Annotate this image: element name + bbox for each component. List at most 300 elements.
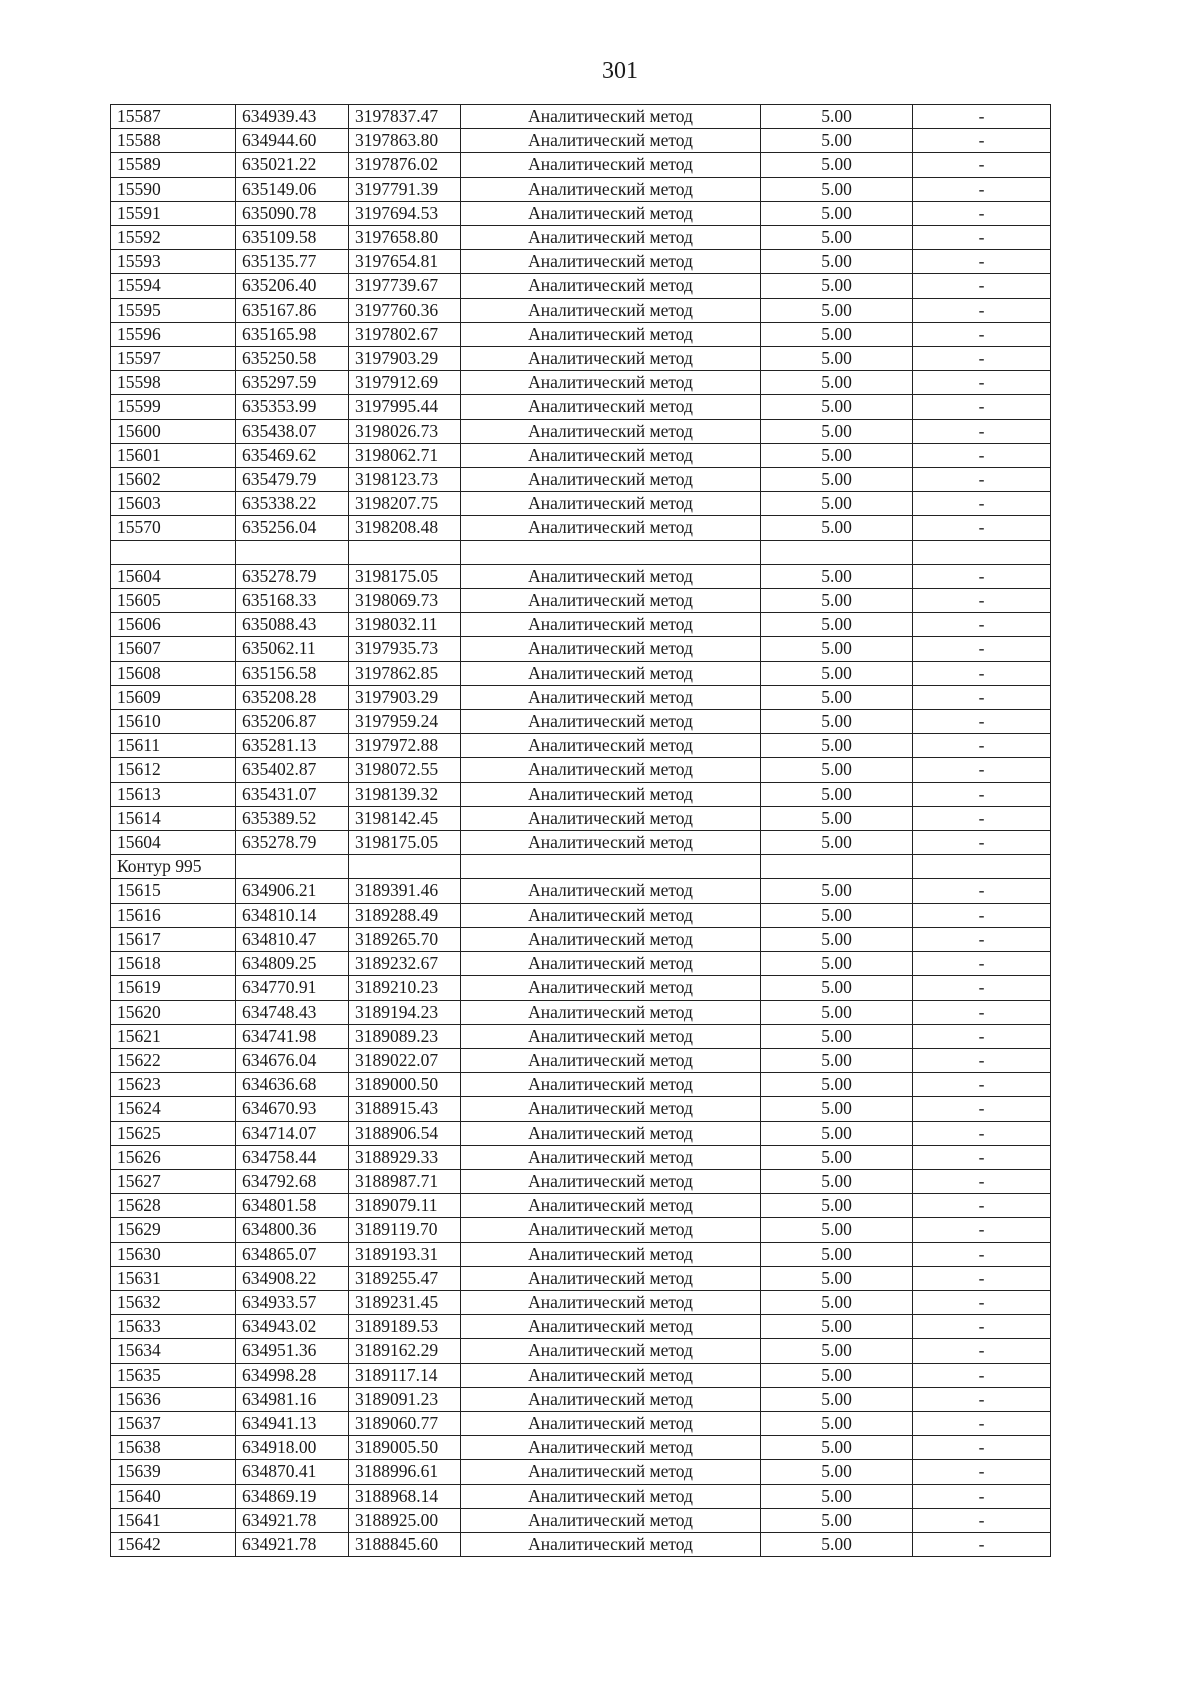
note-cell: - [913, 1290, 1051, 1314]
y-coordinate-cell: 3198026.73 [349, 419, 461, 443]
accuracy-cell: 5.00 [761, 1218, 913, 1242]
x-coordinate-cell: 635438.07 [236, 419, 349, 443]
y-coordinate-cell: 3198175.05 [349, 831, 461, 855]
method-cell: Аналитический метод [461, 395, 761, 419]
method-cell: Аналитический метод [461, 129, 761, 153]
method-cell: Аналитический метод [461, 1073, 761, 1097]
point-id-cell: 15570 [111, 516, 236, 540]
x-coordinate-cell: 634933.57 [236, 1290, 349, 1314]
accuracy-cell: 5.00 [761, 1242, 913, 1266]
point-id-cell: 15627 [111, 1169, 236, 1193]
note-cell: - [913, 468, 1051, 492]
table-row [111, 1508, 1051, 1532]
note-cell: - [913, 952, 1051, 976]
method-cell: Аналитический метод [461, 274, 761, 298]
method-cell: Аналитический метод [461, 226, 761, 250]
y-coordinate-cell: 3188968.14 [349, 1484, 461, 1508]
accuracy-cell: 5.00 [761, 1411, 913, 1435]
table-row [111, 347, 1051, 371]
table-row [111, 1387, 1051, 1411]
note-cell: - [913, 976, 1051, 1000]
table-row [111, 782, 1051, 806]
point-id-cell: 15620 [111, 1000, 236, 1024]
x-coordinate-cell: 635389.52 [236, 806, 349, 830]
x-coordinate-cell: 635256.04 [236, 516, 349, 540]
table-row [111, 855, 1051, 879]
x-coordinate-cell: 634636.68 [236, 1073, 349, 1097]
y-coordinate-cell: 3189232.67 [349, 952, 461, 976]
note-cell [913, 540, 1051, 564]
x-coordinate-cell: 634748.43 [236, 1000, 349, 1024]
table-row [111, 1484, 1051, 1508]
table-row [111, 1532, 1051, 1556]
accuracy-cell: 5.00 [761, 298, 913, 322]
table-row [111, 298, 1051, 322]
accuracy-cell: 5.00 [761, 347, 913, 371]
y-coordinate-cell: 3189117.14 [349, 1363, 461, 1387]
note-cell: - [913, 371, 1051, 395]
method-cell: Аналитический метод [461, 879, 761, 903]
table-row [111, 395, 1051, 419]
y-coordinate-cell: 3189391.46 [349, 879, 461, 903]
accuracy-cell: 5.00 [761, 492, 913, 516]
y-coordinate-cell: 3189193.31 [349, 1242, 461, 1266]
point-id-cell: 15608 [111, 661, 236, 685]
point-id-cell: 15624 [111, 1097, 236, 1121]
table-row [111, 589, 1051, 613]
method-cell: Аналитический метод [461, 1000, 761, 1024]
point-id-cell: 15637 [111, 1411, 236, 1435]
point-id-cell: 15619 [111, 976, 236, 1000]
accuracy-cell: 5.00 [761, 661, 913, 685]
x-coordinate-cell: 634865.07 [236, 1242, 349, 1266]
point-id-cell: 15590 [111, 177, 236, 201]
y-coordinate-cell: 3189189.53 [349, 1315, 461, 1339]
method-cell: Аналитический метод [461, 661, 761, 685]
point-id-cell: 15616 [111, 903, 236, 927]
table-row [111, 1315, 1051, 1339]
table-row [111, 1266, 1051, 1290]
accuracy-cell: 5.00 [761, 879, 913, 903]
note-cell: - [913, 1097, 1051, 1121]
accuracy-cell: 5.00 [761, 1266, 913, 1290]
point-id-cell: 15642 [111, 1532, 236, 1556]
table-row [111, 1169, 1051, 1193]
note-cell: - [913, 661, 1051, 685]
accuracy-cell: 5.00 [761, 443, 913, 467]
table-row [111, 1073, 1051, 1097]
y-coordinate-cell: 3189231.45 [349, 1290, 461, 1314]
note-cell: - [913, 1315, 1051, 1339]
point-id-cell: 15635 [111, 1363, 236, 1387]
x-coordinate-cell: 634921.78 [236, 1532, 349, 1556]
point-id-cell: 15630 [111, 1242, 236, 1266]
point-id-cell: 15634 [111, 1339, 236, 1363]
note-cell: - [913, 1242, 1051, 1266]
point-id-cell: 15600 [111, 419, 236, 443]
y-coordinate-cell: 3198069.73 [349, 589, 461, 613]
point-id-cell: 15605 [111, 589, 236, 613]
y-coordinate-cell: 3197862.85 [349, 661, 461, 685]
point-id-cell: 15625 [111, 1121, 236, 1145]
note-cell: - [913, 395, 1051, 419]
accuracy-cell: 5.00 [761, 589, 913, 613]
y-coordinate-cell: 3189210.23 [349, 976, 461, 1000]
method-cell: Аналитический метод [461, 1097, 761, 1121]
method-cell: Аналитический метод [461, 1242, 761, 1266]
note-cell: - [913, 226, 1051, 250]
x-coordinate-cell: 634921.78 [236, 1508, 349, 1532]
accuracy-cell: 5.00 [761, 1048, 913, 1072]
y-coordinate-cell: 3198207.75 [349, 492, 461, 516]
method-cell: Аналитический метод [461, 201, 761, 225]
point-id-cell: 15593 [111, 250, 236, 274]
method-cell: Аналитический метод [461, 1411, 761, 1435]
point-id-cell: Контур 995 [111, 855, 236, 879]
note-cell: - [913, 734, 1051, 758]
method-cell: Аналитический метод [461, 1145, 761, 1169]
point-id-cell: 15639 [111, 1460, 236, 1484]
point-id-cell [111, 540, 236, 564]
y-coordinate-cell: 3189060.77 [349, 1411, 461, 1435]
page-number: 301 [602, 58, 638, 84]
table-row [111, 564, 1051, 588]
point-id-cell: 15632 [111, 1290, 236, 1314]
point-id-cell: 15611 [111, 734, 236, 758]
note-cell: - [913, 879, 1051, 903]
accuracy-cell: 5.00 [761, 516, 913, 540]
accuracy-cell: 5.00 [761, 1145, 913, 1169]
table-row [111, 758, 1051, 782]
y-coordinate-cell: 3198208.48 [349, 516, 461, 540]
accuracy-cell: 5.00 [761, 1484, 913, 1508]
x-coordinate-cell: 635062.11 [236, 637, 349, 661]
accuracy-cell: 5.00 [761, 1194, 913, 1218]
x-coordinate-cell: 635090.78 [236, 201, 349, 225]
x-coordinate-cell: 635167.86 [236, 298, 349, 322]
x-coordinate-cell: 634941.13 [236, 1411, 349, 1435]
method-cell: Аналитический метод [461, 1121, 761, 1145]
method-cell: Аналитический метод [461, 347, 761, 371]
y-coordinate-cell: 3197876.02 [349, 153, 461, 177]
accuracy-cell: 5.00 [761, 1508, 913, 1532]
accuracy-cell: 5.00 [761, 637, 913, 661]
method-cell: Аналитический метод [461, 443, 761, 467]
note-cell: - [913, 710, 1051, 734]
x-coordinate-cell: 635281.13 [236, 734, 349, 758]
y-coordinate-cell: 3197995.44 [349, 395, 461, 419]
y-coordinate-cell: 3189022.07 [349, 1048, 461, 1072]
point-id-cell: 15614 [111, 806, 236, 830]
point-id-cell: 15615 [111, 879, 236, 903]
accuracy-cell: 5.00 [761, 976, 913, 1000]
x-coordinate-cell: 634939.43 [236, 105, 349, 129]
coordinates-table [110, 104, 1051, 1557]
accuracy-cell: 5.00 [761, 1024, 913, 1048]
point-id-cell: 15595 [111, 298, 236, 322]
x-coordinate-cell [236, 540, 349, 564]
y-coordinate-cell: 3197959.24 [349, 710, 461, 734]
table-row [111, 540, 1051, 564]
method-cell: Аналитический метод [461, 952, 761, 976]
x-coordinate-cell: 635109.58 [236, 226, 349, 250]
x-coordinate-cell: 634908.22 [236, 1266, 349, 1290]
note-cell: - [913, 492, 1051, 516]
method-cell: Аналитический метод [461, 1194, 761, 1218]
method-cell: Аналитический метод [461, 976, 761, 1000]
table-row [111, 927, 1051, 951]
table-row [111, 734, 1051, 758]
y-coordinate-cell: 3197903.29 [349, 685, 461, 709]
method-cell: Аналитический метод [461, 1532, 761, 1556]
point-id-cell: 15638 [111, 1436, 236, 1460]
table-row [111, 879, 1051, 903]
point-id-cell: 15621 [111, 1024, 236, 1048]
method-cell: Аналитический метод [461, 758, 761, 782]
method-cell: Аналитический метод [461, 1363, 761, 1387]
x-coordinate-cell: 634981.16 [236, 1387, 349, 1411]
table-row [111, 274, 1051, 298]
x-coordinate-cell: 634810.47 [236, 927, 349, 951]
table-row [111, 1436, 1051, 1460]
accuracy-cell: 5.00 [761, 1121, 913, 1145]
table-row [111, 1048, 1051, 1072]
y-coordinate-cell: 3188845.60 [349, 1532, 461, 1556]
table-row [111, 637, 1051, 661]
table-row [111, 492, 1051, 516]
note-cell: - [913, 1218, 1051, 1242]
table-row [111, 129, 1051, 153]
x-coordinate-cell: 634951.36 [236, 1339, 349, 1363]
x-coordinate-cell: 634870.41 [236, 1460, 349, 1484]
point-id-cell: 15599 [111, 395, 236, 419]
note-cell: - [913, 105, 1051, 129]
note-cell: - [913, 1048, 1051, 1072]
note-cell: - [913, 129, 1051, 153]
method-cell: Аналитический метод [461, 468, 761, 492]
point-id-cell: 15603 [111, 492, 236, 516]
y-coordinate-cell: 3189079.11 [349, 1194, 461, 1218]
method-cell: Аналитический метод [461, 250, 761, 274]
method-cell: Аналитический метод [461, 831, 761, 855]
x-coordinate-cell: 635206.87 [236, 710, 349, 734]
method-cell: Аналитический метод [461, 1387, 761, 1411]
table-row [111, 419, 1051, 443]
x-coordinate-cell: 635208.28 [236, 685, 349, 709]
y-coordinate-cell: 3188996.61 [349, 1460, 461, 1484]
x-coordinate-cell: 634670.93 [236, 1097, 349, 1121]
note-cell: - [913, 1484, 1051, 1508]
accuracy-cell: 5.00 [761, 153, 913, 177]
x-coordinate-cell: 634770.91 [236, 976, 349, 1000]
accuracy-cell: 5.00 [761, 927, 913, 951]
method-cell: Аналитический метод [461, 492, 761, 516]
y-coordinate-cell: 3188929.33 [349, 1145, 461, 1169]
note-cell: - [913, 1121, 1051, 1145]
point-id-cell: 15594 [111, 274, 236, 298]
note-cell: - [913, 685, 1051, 709]
x-coordinate-cell: 635278.79 [236, 831, 349, 855]
x-coordinate-cell: 634869.19 [236, 1484, 349, 1508]
note-cell: - [913, 564, 1051, 588]
table-row [111, 952, 1051, 976]
note-cell: - [913, 516, 1051, 540]
table-row [111, 710, 1051, 734]
coordinates-table-body [111, 105, 1051, 1557]
accuracy-cell: 5.00 [761, 1073, 913, 1097]
y-coordinate-cell: 3197972.88 [349, 734, 461, 758]
method-cell: Аналитический метод [461, 564, 761, 588]
x-coordinate-cell: 635168.33 [236, 589, 349, 613]
table-row [111, 1194, 1051, 1218]
note-cell: - [913, 1073, 1051, 1097]
accuracy-cell: 5.00 [761, 419, 913, 443]
accuracy-cell: 5.00 [761, 903, 913, 927]
note-cell: - [913, 1339, 1051, 1363]
note-cell: - [913, 1266, 1051, 1290]
table-row [111, 250, 1051, 274]
y-coordinate-cell: 3198123.73 [349, 468, 461, 492]
note-cell: - [913, 347, 1051, 371]
note-cell: - [913, 1000, 1051, 1024]
accuracy-cell [761, 540, 913, 564]
accuracy-cell: 5.00 [761, 685, 913, 709]
y-coordinate-cell: 3189089.23 [349, 1024, 461, 1048]
x-coordinate-cell: 635338.22 [236, 492, 349, 516]
point-id-cell: 15587 [111, 105, 236, 129]
method-cell: Аналитический метод [461, 1339, 761, 1363]
method-cell: Аналитический метод [461, 589, 761, 613]
accuracy-cell: 5.00 [761, 734, 913, 758]
y-coordinate-cell: 3188915.43 [349, 1097, 461, 1121]
y-coordinate-cell: 3189162.29 [349, 1339, 461, 1363]
note-cell: - [913, 806, 1051, 830]
x-coordinate-cell: 634809.25 [236, 952, 349, 976]
accuracy-cell: 5.00 [761, 177, 913, 201]
table-row [111, 976, 1051, 1000]
x-coordinate-cell: 635135.77 [236, 250, 349, 274]
y-coordinate-cell: 3197694.53 [349, 201, 461, 225]
method-cell: Аналитический метод [461, 637, 761, 661]
y-coordinate-cell: 3197863.80 [349, 129, 461, 153]
accuracy-cell: 5.00 [761, 1532, 913, 1556]
note-cell: - [913, 1411, 1051, 1435]
table-row [111, 226, 1051, 250]
note-cell: - [913, 153, 1051, 177]
y-coordinate-cell: 3189255.47 [349, 1266, 461, 1290]
note-cell: - [913, 177, 1051, 201]
y-coordinate-cell: 3197760.36 [349, 298, 461, 322]
point-id-cell: 15631 [111, 1266, 236, 1290]
method-cell: Аналитический метод [461, 1218, 761, 1242]
x-coordinate-cell: 634741.98 [236, 1024, 349, 1048]
x-coordinate-cell: 634800.36 [236, 1218, 349, 1242]
y-coordinate-cell: 3198175.05 [349, 564, 461, 588]
point-id-cell: 15640 [111, 1484, 236, 1508]
note-cell [913, 855, 1051, 879]
method-cell: Аналитический метод [461, 1290, 761, 1314]
y-coordinate-cell: 3197658.80 [349, 226, 461, 250]
accuracy-cell: 5.00 [761, 1097, 913, 1121]
point-id-cell: 15623 [111, 1073, 236, 1097]
table-row [111, 831, 1051, 855]
point-id-cell: 15596 [111, 322, 236, 346]
method-cell: Аналитический метод [461, 105, 761, 129]
method-cell [461, 540, 761, 564]
x-coordinate-cell: 635021.22 [236, 153, 349, 177]
note-cell: - [913, 1460, 1051, 1484]
accuracy-cell: 5.00 [761, 806, 913, 830]
note-cell: - [913, 1532, 1051, 1556]
x-coordinate-cell: 635250.58 [236, 347, 349, 371]
accuracy-cell: 5.00 [761, 201, 913, 225]
accuracy-cell: 5.00 [761, 758, 913, 782]
method-cell: Аналитический метод [461, 782, 761, 806]
accuracy-cell: 5.00 [761, 831, 913, 855]
point-id-cell: 15641 [111, 1508, 236, 1532]
table-row [111, 1097, 1051, 1121]
x-coordinate-cell: 634792.68 [236, 1169, 349, 1193]
x-coordinate-cell: 635088.43 [236, 613, 349, 637]
point-id-cell: 15629 [111, 1218, 236, 1242]
y-coordinate-cell: 3189091.23 [349, 1387, 461, 1411]
point-id-cell: 15604 [111, 564, 236, 588]
note-cell: - [913, 927, 1051, 951]
accuracy-cell: 5.00 [761, 564, 913, 588]
table-row [111, 1000, 1051, 1024]
point-id-cell: 15597 [111, 347, 236, 371]
point-id-cell: 15628 [111, 1194, 236, 1218]
method-cell: Аналитический метод [461, 806, 761, 830]
note-cell: - [913, 1024, 1051, 1048]
table-row [111, 516, 1051, 540]
x-coordinate-cell [236, 855, 349, 879]
y-coordinate-cell: 3189000.50 [349, 1073, 461, 1097]
method-cell: Аналитический метод [461, 685, 761, 709]
note-cell: - [913, 443, 1051, 467]
table-row [111, 371, 1051, 395]
note-cell: - [913, 298, 1051, 322]
accuracy-cell: 5.00 [761, 395, 913, 419]
accuracy-cell: 5.00 [761, 1169, 913, 1193]
method-cell: Аналитический метод [461, 1508, 761, 1532]
table-row [111, 1363, 1051, 1387]
x-coordinate-cell: 635156.58 [236, 661, 349, 685]
table-row [111, 661, 1051, 685]
method-cell: Аналитический метод [461, 927, 761, 951]
x-coordinate-cell: 634943.02 [236, 1315, 349, 1339]
x-coordinate-cell: 635278.79 [236, 564, 349, 588]
accuracy-cell: 5.00 [761, 1436, 913, 1460]
note-cell: - [913, 903, 1051, 927]
accuracy-cell: 5.00 [761, 105, 913, 129]
point-id-cell: 15589 [111, 153, 236, 177]
x-coordinate-cell: 634676.04 [236, 1048, 349, 1072]
y-coordinate-cell: 3197802.67 [349, 322, 461, 346]
note-cell: - [913, 589, 1051, 613]
point-id-cell: 15613 [111, 782, 236, 806]
x-coordinate-cell: 635353.99 [236, 395, 349, 419]
table-row [111, 105, 1051, 129]
y-coordinate-cell: 3198142.45 [349, 806, 461, 830]
point-id-cell: 15618 [111, 952, 236, 976]
table-row [111, 1218, 1051, 1242]
accuracy-cell: 5.00 [761, 250, 913, 274]
x-coordinate-cell: 634714.07 [236, 1121, 349, 1145]
accuracy-cell [761, 855, 913, 879]
point-id-cell: 15617 [111, 927, 236, 951]
point-id-cell: 15626 [111, 1145, 236, 1169]
